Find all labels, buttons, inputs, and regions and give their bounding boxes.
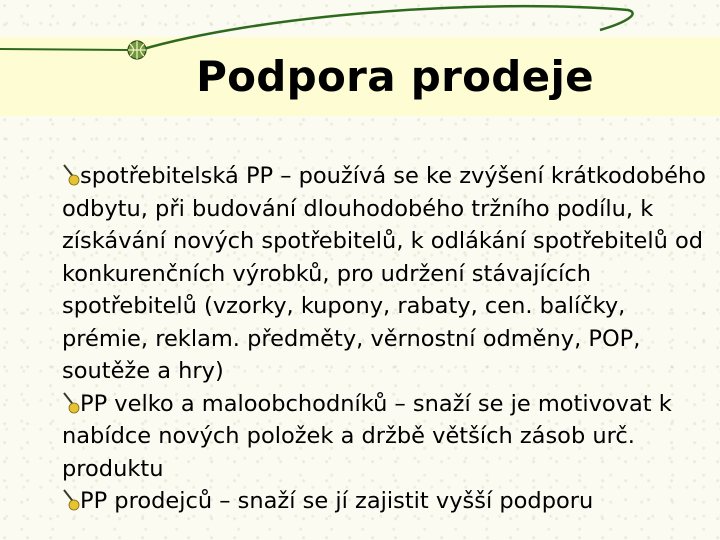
rule-line <box>0 49 132 50</box>
pen-nib-bullet-icon <box>62 489 80 511</box>
bullet-list <box>62 160 712 518</box>
bullet-item <box>62 388 712 486</box>
pen-nib-bullet-icon <box>62 392 80 414</box>
bullet-text: PP prodejců – snaží se jí zajistit vyšší podporu <box>80 488 594 514</box>
bullet-item <box>62 160 712 388</box>
bullet-item <box>62 485 712 518</box>
slide-title: Podpora prodeje <box>196 52 594 101</box>
pen-nib-bullet-icon <box>62 164 80 186</box>
bullet-text: PP velko a maloobchodníků – snaží se je motivovat k nabídce nových položek a držbě větších zásob urč. produktu <box>62 390 672 482</box>
swoosh-line <box>140 6 633 50</box>
bullet-text: spotřebitelská PP – používá se ke zvýšení krátkodobého odbytu, při budování dlouhodobého tržního podílu, k získávání nových spotřebitelů, k odlákání spotřebitelů od konkurenčních výrobků, pro udržení stávajících spotřebitelů (vzorky, kupony, rabaty, cen. balíčky, prémie, reklam. předměty, věrnostní odměny, POP, soutěže a hry) <box>62 163 706 384</box>
